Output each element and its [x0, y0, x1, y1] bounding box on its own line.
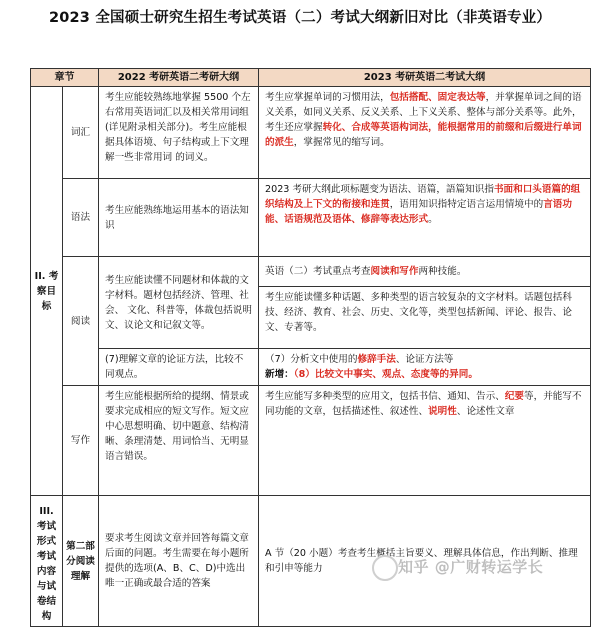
- vocab-label: 词汇: [63, 87, 99, 179]
- header-row: [31, 69, 591, 87]
- section-iii-label: III. 考试形式考试内容与试卷结构: [31, 496, 63, 627]
- watermark-logo-icon: [372, 555, 398, 581]
- header-section: 章节: [31, 69, 99, 87]
- reading-part-2022: 要求考生阅读文章并回答每篇文章后面的问题。考生需要在每小题所提供的选项(A、B、C、D)中选出唯一正确或最合适的答案: [99, 496, 259, 627]
- reading-label: 阅读: [63, 257, 99, 386]
- row-writing: [31, 386, 591, 496]
- watermark: 知乎 @广财转运学长: [398, 558, 544, 576]
- reading-part-label: 第二部分阅读理解: [63, 496, 99, 627]
- section-ii-label: II. 考察目标: [31, 87, 63, 496]
- grammar-label: 语法: [63, 179, 99, 257]
- writing-label: 写作: [63, 386, 99, 496]
- row-reading: [31, 257, 591, 287]
- reading-part-2023: A 节（20 小题）考查考生概括主旨要义、理解具体信息，作出判断、推理和引申等能力: [259, 496, 591, 627]
- header-2023: 2023 考研英语二考试大纲: [259, 69, 591, 87]
- comparison-table: [30, 68, 591, 627]
- header-2022: 2022 考研英语二考研大纲: [99, 69, 259, 87]
- grammar-2023: 2023 考研大纲此项标题变为语法、语篇，語篇知识指书面和口头语篇的组织结构及上下文的衔接和连贯，语用知识指特定语言运用情境中的言语功能、话语规范及语体、修辞等表达形式。: [259, 179, 591, 257]
- reading-2022: 考生应能读懂不同题材和体裁的文字材料。题材包括经济、管理、社会、 文化、科普等，体裁包括说明文、议论文和记叙文等。: [99, 257, 259, 349]
- writing-2023: 考生应能写多种类型的应用文，包括书信、通知、告示、纪要等，并能写不同功能的文章，包括描述性、叙述性、说明性、论述性文章: [259, 386, 591, 496]
- reading-2023-focus: 英语（二）考试重点考查阅读和写作两种技能。: [259, 257, 591, 287]
- reading-2023-item7-8: （7）分析文中使用的修辞手法、论证方法等 新增：（8）比较文中事实、观点、态度等的异同。: [259, 349, 591, 386]
- vocab-2023: 考生应掌握单词的习惯用法，包括搭配、固定表达等，并掌握单词之间的语义关系，如同义关系、反义关系、上下义关系、整体与部分关系等。此外，考生还应掌握转化、合成等英语构词法，能根据常用的前缀和后缀进行单词的派生，掌握常见的缩写词。: [259, 87, 591, 179]
- row-grammar: [31, 179, 591, 257]
- vocab-2022: 考生应能较熟练地掌握 5500 个左右常用英语词汇以及相关常用词组(详见附录相关部分)。考生应能根据具体语境、句子结构或上下文理解一些非常用词 的词义。: [99, 87, 259, 179]
- reading-2022-item7: (7)理解文章的论证方法，比较不同观点。: [99, 349, 259, 386]
- reading-2023-materials: 考生应能读懂多种话题、多种类型的语言较复杂的文字材料。话题包括科技、经济、教育、社会、历史、文化等，类型包括新闻、评论、报告、论文、专著等。: [259, 287, 591, 349]
- writing-2022: 考生应能根据所给的提纲、情景或要求完成相应的短文写作。短文应中心思想明确、切中题意、结构清晰、条理清楚、用词恰当、无明显语言错误。: [99, 386, 259, 496]
- grammar-2022: 考生应能熟练地运用基本的语法知识: [99, 179, 259, 257]
- page-title: 2023 全国硕士研究生招生考试英语（二）考试大纲新旧对比（非英语专业）: [48, 10, 552, 26]
- row-reading-c: [31, 349, 591, 386]
- row-vocab: [31, 87, 591, 179]
